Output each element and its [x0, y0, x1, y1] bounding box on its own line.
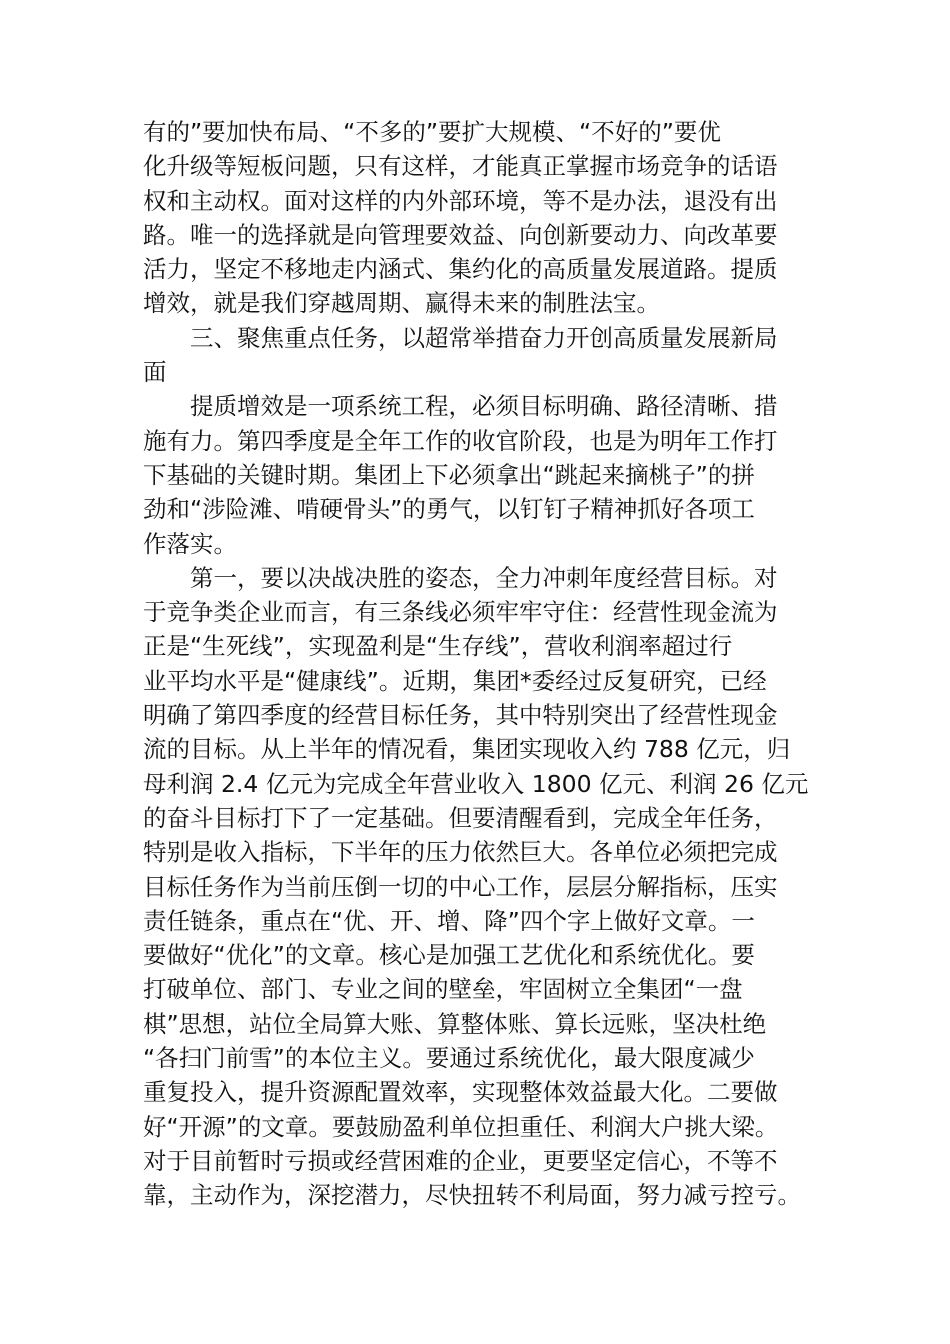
text-line: 化升级等短板问题，只有这样，才能真正掌握市场竞争的话语 — [143, 152, 778, 181]
text-line: 下基础的关键时期。集团上下必须拿出“跳起来摘桃子”的拼 — [143, 460, 755, 489]
text-line: 路。唯一的选择就是向管理要效益、向创新要动力、向改革要 — [143, 220, 778, 249]
text-line: 第一，要以决战决胜的姿态，全力冲刺年度经营目标。对 — [143, 563, 778, 592]
text-line: 的奋斗目标打下了一定基础。但要清醒看到，完成全年任务， — [143, 803, 778, 832]
text-line: 好“开源”的文章。要鼓励盈利单位担重任、利润大户挑大梁。 — [143, 1112, 779, 1141]
text-line: 靠，主动作为，深挖潜力，尽快扭转不利局面，努力减亏控亏。 — [143, 1181, 801, 1210]
text-line: 三、聚焦重点任务，以超常举措奋力开创高质量发展新局 — [143, 323, 778, 352]
text-line: 正是“生死线”，实现盈利是“生存线”，营收利润率超过行 — [143, 632, 733, 661]
text-line: 母利润 2.4 亿元为完成全年营业收入 1800 亿元、利润 26 亿元 — [143, 769, 809, 798]
text-line: 劲和“涉险滩、啃硬骨头”的勇气，以钉钉子精神抓好各项工 — [143, 495, 755, 524]
text-line: 棋”思想，站位全局算大账、算整体账、算长远账，坚决杜绝 — [143, 1009, 767, 1038]
text-line: 对于目前暂时亏损或经营困难的企业，更要坚定信心，不等不 — [143, 1146, 778, 1175]
text-line: 要做好“优化”的文章。核心是加强工艺优化和系统优化。要 — [143, 941, 755, 970]
text-line: 目标任务作为当前压倒一切的中心工作，层层分解指标，压实 — [143, 872, 778, 901]
text-line: 流的目标。从上半年的情况看，集团实现收入约 788 亿元，归 — [143, 735, 791, 764]
text-line: 增效，就是我们穿越周期、赢得未来的制胜法宝。 — [143, 289, 660, 318]
text-line: 作落实。 — [143, 529, 237, 558]
text-line: 施有力。第四季度是全年工作的收官阶段，也是为明年工作打 — [143, 426, 778, 455]
text-line: 重复投入，提升资源配置效率，实现整体效益最大化。二要做 — [143, 1078, 778, 1107]
text-line: 明确了第四季度的经营目标任务，其中特别突出了经营性现金 — [143, 701, 778, 730]
text-line: 活力，坚定不移地走内涵式、集约化的高质量发展道路。提质 — [143, 255, 778, 284]
text-line: 责任链条，重点在“优、开、增、降”四个字上做好文章。一 — [143, 906, 755, 935]
text-line: 权和主动权。面对这样的内外部环境，等不是办法，退没有出 — [143, 186, 778, 215]
text-line: 于竞争类企业而言，有三条线必须牢牢守住：经营性现金流为 — [143, 598, 778, 627]
text-line: 面 — [143, 358, 167, 387]
text-line: “各扫门前雪”的本位主义。要通过系统优化，最大限度减少 — [143, 1044, 755, 1073]
body-text — [143, 115, 813, 1213]
text-line: 有的”要加快布局、“不多的”要扩大规模、“不好的”要优 — [143, 118, 721, 146]
text-line: 业平均水平是“健康线”。近期，集团*委经过反复研究，已经 — [143, 666, 767, 695]
text-line: 提质增效是一项系统工程，必须目标明确、路径清晰、措 — [143, 392, 778, 421]
text-line: 打破单位、部门、专业之间的壁垒，牢固树立全集团“一盘 — [143, 975, 743, 1004]
text-line: 特别是收入指标，下半年的压力依然巨大。各单位必须把完成 — [143, 838, 778, 867]
